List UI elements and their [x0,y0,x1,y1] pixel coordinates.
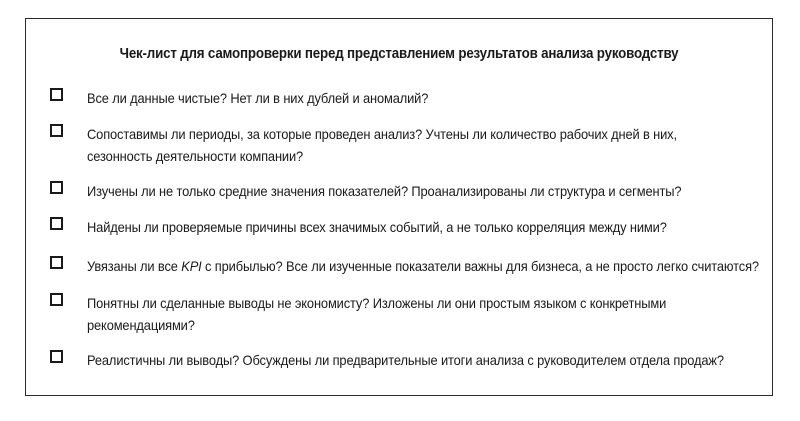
checkbox-3[interactable] [50,181,63,194]
checklist-frame [25,18,773,396]
item-text-5: Увязаны ли все KPI с прибылью? Все ли изученные показатели важны для бизнеса, а не просто легко считаются? [87,258,759,274]
checkbox-1[interactable] [50,88,63,101]
item-text-6: Понятны ли сделанные выводы не экономисту? Изложены ли они простым языком с конкретными рекомендациями? [87,295,667,333]
kpi-term: KPI [181,258,202,274]
checkbox-2[interactable] [50,124,63,137]
checkbox-6[interactable] [50,293,63,306]
item-text-4: Найдены ли проверяемые причины всех значимых событий, а не только корреляция между ними? [87,219,667,235]
checklist-title: Чек-лист для самопроверки перед представлением результатов анализа руководству [119,46,679,62]
item-text-1: Все ли данные чистые? Нет ли в них дублей и аномалий? [87,90,429,106]
item-text-3: Изучены ли не только средние значения показателей? Проанализированы ли структура и сегменты? [87,183,682,199]
item-text-7: Реалистичны ли выводы? Обсуждены ли предварительные итоги анализа с руководителем отдела продаж? [87,352,724,368]
checkbox-7[interactable] [50,350,63,363]
checkbox-5[interactable] [50,256,63,269]
item-text-2: Сопоставимы ли периоды, за которые проведен анализ? Учтены ли количество рабочих дней в них, сезонность деятельности компании? [87,126,677,164]
checkbox-4[interactable] [50,217,63,230]
